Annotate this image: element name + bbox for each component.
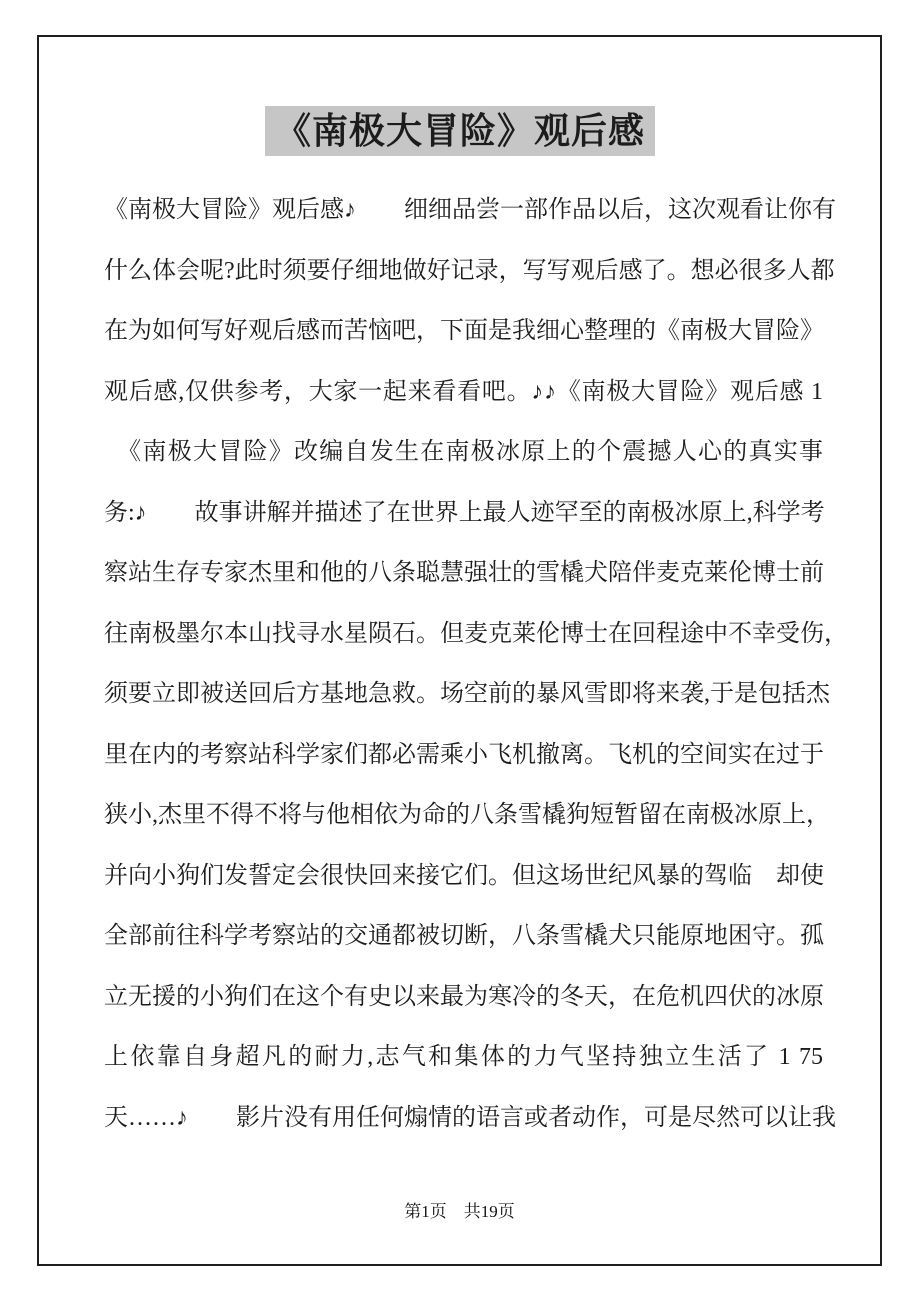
title-row xyxy=(0,106,920,156)
body-line: 并向小狗们发誓定会很快回来接它们。但这场世纪风暴的驾临 却使 xyxy=(104,862,824,889)
body-line: 全部前往科学考察站的交通都被切断，八条雪橇犬只能原地困守。孤 xyxy=(104,923,824,949)
body-line: 往南极墨尔本山找寻水星陨石。但麦克莱伦博士在回程途中不幸受伤， xyxy=(104,620,848,647)
body-line: 狭小,杰里不得不将与他相依为命的八条雪橇狗短暂留在南极冰原上， xyxy=(104,802,830,828)
document-body xyxy=(104,180,848,1148)
body-line: 察站生存专家杰里和他的八条聪慧强壮的雪橇犬陪伴麦克莱伦博士前 xyxy=(104,560,824,586)
body-line: 须要立即被送回后方基地急救。场空前的暴风雪即将来袭,于是包括杰 xyxy=(104,681,830,707)
body-line: 观后感,仅供参考，大家一起来看看吧。♪♪《南极大冒险》观后感 1 xyxy=(104,378,823,405)
body-line: 上依靠自身超凡的耐力,志气和集体的力气坚持独立生活了 1 75 xyxy=(104,1044,823,1070)
page-title: 《南极大冒险》观后感 xyxy=(265,106,655,156)
body-line: 什么体会呢?此时须要仔细地做好记录，写写观后感了。想必很多人都 xyxy=(104,257,835,284)
body-line: 立无援的小狗们在这个有史以来最为寒冷的冬天，在危机四伏的冰原 xyxy=(104,983,824,1010)
body-line: 《南极大冒险》改编自发生在南极冰原上的个震撼人心的真实事 xyxy=(104,439,823,465)
page-footer: 第1页 共19页 xyxy=(404,1202,515,1221)
body-line: 《南极大冒险》观后感♪ 细细品尝一部作品以后，这次观看让你有 xyxy=(104,197,836,223)
body-line: 里在内的考察站科学家们都必需乘小飞机撤离。飞机的空间实在过于 xyxy=(104,741,824,768)
body-line: 在为如何写好观后感而苦恼吧，下面是我细心整理的《南极大冒险》 xyxy=(104,318,824,344)
body-line: 务:♪ 故事讲解并描述了在世界上最人迹罕至的南极冰原上,科学考 xyxy=(104,499,825,526)
body-line: 天……♪ 影片没有用任何煽情的语言或者动作，可是尽然可以让我 xyxy=(104,1104,836,1131)
